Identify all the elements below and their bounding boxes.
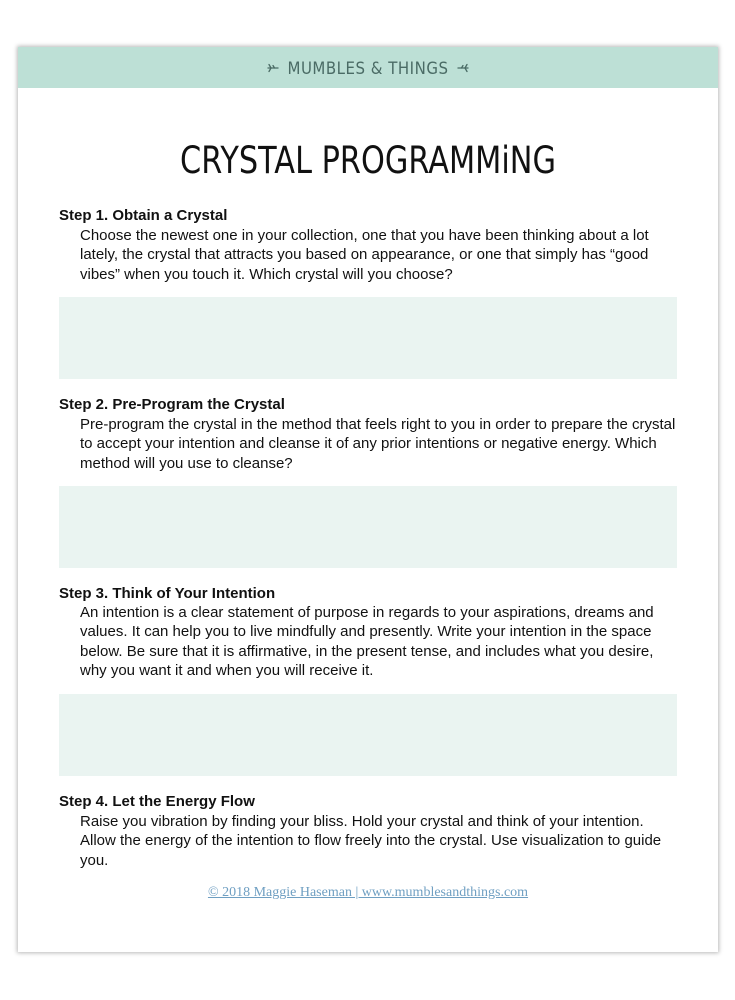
step-4-body: Raise you vibration by finding your bliss. Hold your crystal and think of your intention. Allow the energy of the intention to flow freely into the crystal. Use visualization to guide you.: [80, 813, 662, 869]
step-1-heading: Step 1. Obtain a Crystal: [59, 207, 228, 224]
page-title: CRYSTAL PROGRAMMiNG: [180, 139, 556, 182]
sprig-icon: [456, 61, 470, 75]
step-2-heading: Step 2. Pre-Program the Crystal: [59, 396, 285, 413]
step-1-body: Choose the newest one in your collection, one that you have been thinking about a lot lately, the crystal that attracts you based on appearance, or one that simply has “good vibes” when you touch it. Which crystal will you choose?: [80, 227, 649, 283]
sprig-icon: [266, 61, 280, 75]
header-banner: [18, 47, 718, 88]
step-2-body: Pre-program the crystal in the method that feels right to you in order to prepare the crystal to accept your intention and cleanse it of any prior intentions or negative energy. Which method will you use to cleanse?: [80, 416, 676, 472]
footer-link[interactable]: © 2018 Maggie Haseman | www.mumblesandthings.com: [207, 885, 529, 900]
step-1-answer-box[interactable]: [59, 297, 677, 379]
step-3-body: An intention is a clear statement of purpose in regards to your aspirations, dreams and values. It can help you to live mindfully and presently. Write your intention in the space below. Be sure that it is affirmative, in the present tense, and includes what you desire, why you want it and when you will receive it.: [80, 604, 654, 679]
worksheet-page: [18, 47, 718, 952]
step-4-heading: Step 4. Let the Energy Flow: [59, 793, 255, 810]
brand-name: MUMBLES & THINGS: [287, 57, 449, 78]
step-2-answer-box[interactable]: [59, 486, 677, 568]
step-3-answer-box[interactable]: [59, 694, 677, 776]
brand-logo: [266, 59, 471, 77]
step-3-heading: Step 3. Think of Your Intention: [59, 585, 276, 602]
